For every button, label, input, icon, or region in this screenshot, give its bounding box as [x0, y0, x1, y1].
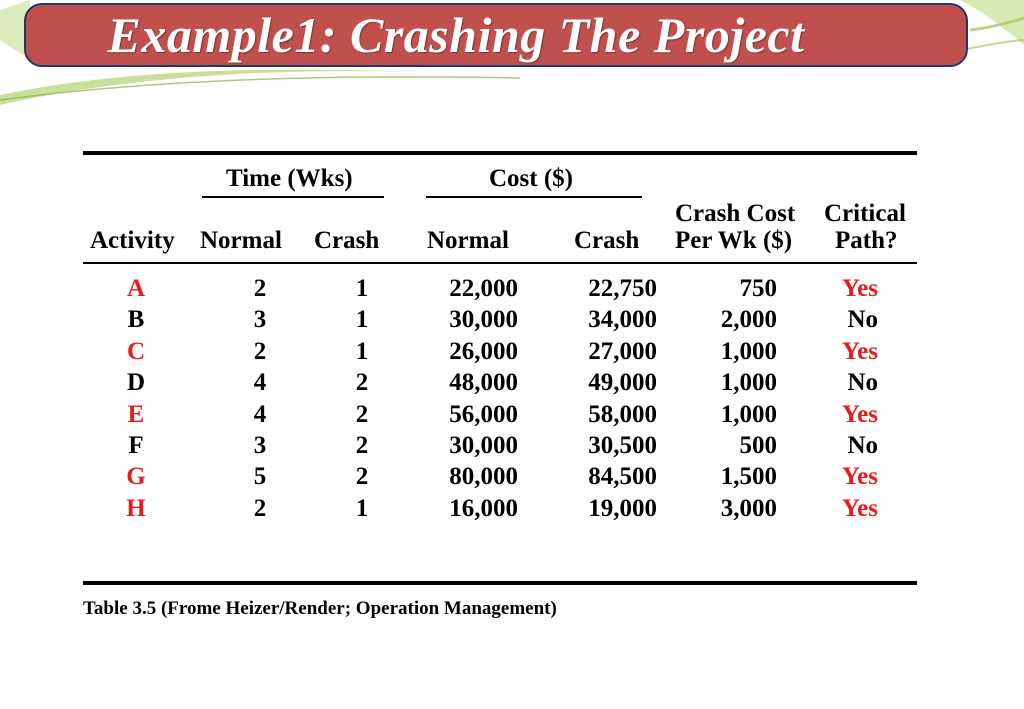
critical-cell: Yes — [841, 275, 878, 302]
time-normal-cell: 4 — [253, 369, 267, 397]
title-bar — [24, 3, 968, 67]
critical-cell: Yes — [841, 463, 878, 491]
cost-group-header: Cost ($) — [489, 165, 574, 192]
activity-cell: C — [126, 337, 146, 365]
time-crash-header: Crash — [314, 227, 380, 254]
header-bottom-rule — [83, 262, 917, 264]
time-normal-header: Normal — [200, 227, 282, 254]
critical-header-line2: Path? — [835, 227, 898, 254]
crash-cost-cell: 1,000 — [720, 400, 777, 428]
cost-crash-cell: 19,000 — [588, 494, 657, 522]
time-crash-cell: 1 — [355, 337, 369, 365]
critical-cell: No — [847, 306, 878, 334]
crash-cost-header-line1: Crash Cost — [675, 200, 796, 227]
time-group-rule — [202, 196, 384, 198]
time-normal-cell: 2 — [253, 337, 267, 365]
time-crash-cell: 2 — [355, 463, 369, 491]
cost-crash-cell: 49,000 — [588, 369, 657, 397]
time-crash-cell: 2 — [355, 432, 369, 459]
cost-normal-cell: 56,000 — [449, 400, 518, 428]
slide-title: Example1: Crashing The Project — [107, 7, 805, 63]
critical-cell: Yes — [841, 337, 878, 365]
cost-normal-cell: 16,000 — [449, 494, 518, 522]
time-normal-cell: 5 — [253, 463, 267, 491]
cost-normal-cell: 30,000 — [449, 306, 518, 334]
cost-normal-cell: 30,000 — [449, 432, 518, 459]
activity-cell: E — [127, 400, 145, 428]
cost-normal-header: Normal — [427, 227, 509, 254]
time-normal-cell: 3 — [253, 432, 267, 459]
crash-cost-header-line2: Per Wk ($) — [675, 227, 793, 254]
table-caption: Table 3.5 (Frome Heizer/Render; Operation Management) — [83, 598, 557, 619]
table-top-rule — [83, 151, 917, 155]
table-bottom-rule — [83, 581, 917, 585]
cost-crash-cell: 58,000 — [588, 400, 657, 428]
activity-cell: B — [127, 306, 145, 334]
time-normal-cell: 4 — [253, 400, 267, 428]
cost-crash-cell: 30,500 — [588, 432, 657, 459]
time-crash-cell: 2 — [355, 400, 369, 428]
time-crash-cell: 1 — [355, 306, 369, 334]
activity-header: Activity — [90, 227, 175, 254]
cost-crash-cell: 27,000 — [588, 337, 657, 365]
critical-cell: Yes — [841, 494, 878, 522]
critical-cell: No — [847, 432, 878, 459]
critical-header-line1: Critical — [824, 200, 906, 227]
activity-cell: G — [126, 463, 146, 491]
crash-cost-cell: 1,000 — [720, 337, 777, 365]
activity-cell: F — [128, 432, 144, 459]
cost-group-rule — [426, 196, 642, 198]
time-normal-cell: 3 — [253, 306, 267, 334]
cost-normal-cell: 80,000 — [449, 463, 518, 491]
cost-normal-cell: 22,000 — [449, 275, 518, 302]
critical-cell: No — [847, 369, 878, 397]
cost-crash-header: Crash — [574, 227, 640, 254]
cost-crash-cell: 34,000 — [588, 306, 657, 334]
activity-cell: H — [126, 494, 146, 522]
time-crash-cell: 1 — [355, 494, 369, 522]
time-crash-cell: 2 — [355, 369, 369, 397]
cost-crash-cell: 22,750 — [588, 275, 657, 302]
time-group-header: Time (Wks) — [226, 165, 353, 192]
time-crash-cell: 1 — [355, 275, 369, 302]
critical-cell: Yes — [841, 400, 878, 428]
crash-cost-cell: 1,500 — [720, 463, 777, 491]
activity-cell: D — [126, 369, 146, 397]
crash-cost-cell: 3,000 — [720, 494, 777, 522]
activity-cell: A — [126, 275, 146, 302]
time-normal-cell: 2 — [253, 275, 267, 302]
cost-normal-cell: 26,000 — [449, 337, 518, 365]
cost-normal-cell: 48,000 — [449, 369, 518, 397]
time-normal-cell: 2 — [253, 494, 267, 522]
cost-crash-cell: 84,500 — [588, 463, 657, 491]
crash-cost-cell: 2,000 — [720, 306, 777, 334]
crash-cost-cell: 500 — [739, 432, 777, 459]
crash-cost-cell: 750 — [739, 275, 777, 302]
crash-cost-cell: 1,000 — [720, 369, 777, 397]
